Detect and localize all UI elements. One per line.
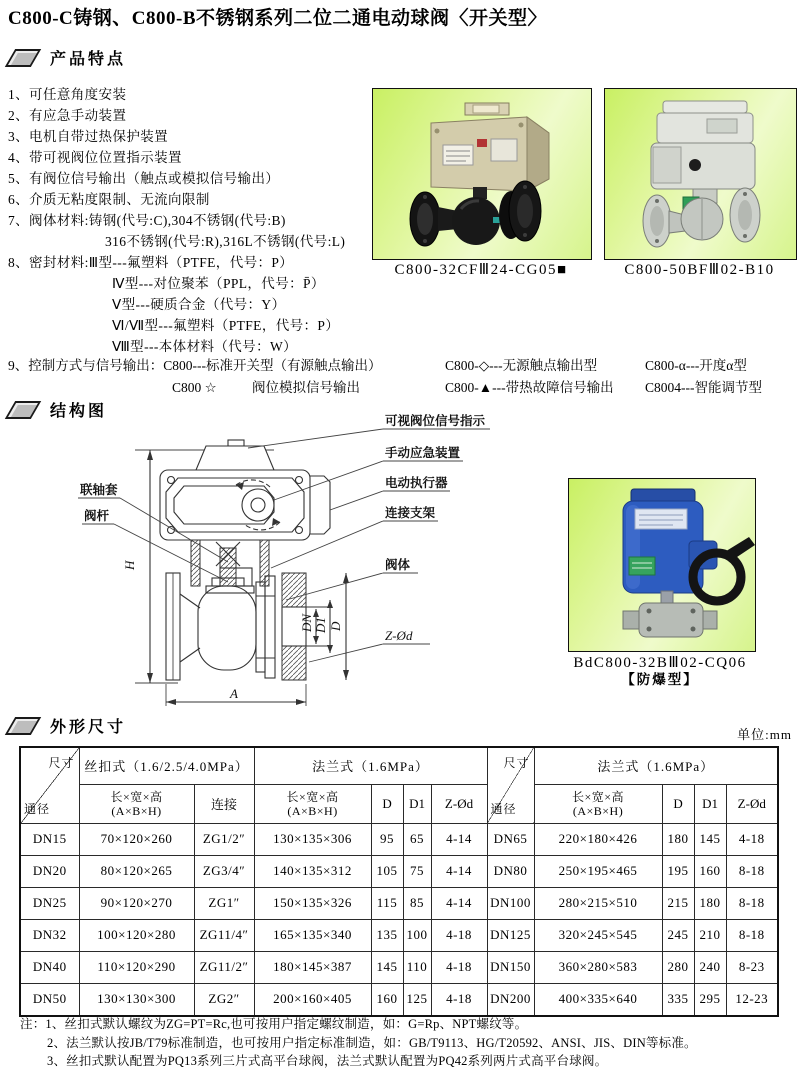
table-cell: 360×280×583 — [534, 951, 662, 983]
dim-a-label: A — [230, 686, 238, 701]
control-modes-line2 — [0, 377, 800, 398]
table-cell: 145 — [371, 951, 403, 983]
table-row — [20, 951, 778, 983]
footnote-line: 3、丝扣式默认配置为PQ13系列三片式高平台球阀，法兰式默认配置为PQ42系列两片式高平台球阀。 — [47, 1054, 608, 1068]
table-cell: ZG2″ — [194, 983, 254, 1016]
table-cell: 165×135×340 — [254, 919, 371, 951]
table-cell: 90×120×270 — [79, 887, 194, 919]
col-header-connect: 连接 — [194, 784, 254, 823]
table-cell: ZG11/2″ — [194, 951, 254, 983]
product-caption: C800-50BFⅢ02-B10 — [624, 262, 775, 278]
table-cell: 100 — [403, 919, 431, 951]
table-cell: 4-18 — [431, 983, 487, 1016]
table-cell: 180×145×387 — [254, 951, 371, 983]
feature-item: 5、有阀位信号输出（触点或模拟信号输出） — [8, 171, 280, 186]
table-cell: 160 — [371, 983, 403, 1016]
table-cell: 320×245×545 — [534, 919, 662, 951]
table-cell: 280 — [662, 951, 694, 983]
threaded-group-header: 丝扣式（1.6/2.5/4.0MPa） — [79, 747, 254, 784]
dn-cell: DN65 — [487, 823, 534, 855]
table-cell: 145 — [694, 823, 726, 855]
table-row — [20, 919, 778, 951]
table-cell: 70×120×260 — [79, 823, 194, 855]
unit-label: 单位:mm — [737, 727, 792, 742]
section-dimensions-title: 外形尺寸 — [50, 719, 127, 736]
callout-position-indicator: 可视阀位信号指示 — [385, 414, 486, 428]
table-cell: 295 — [694, 983, 726, 1016]
corner-header — [487, 747, 534, 823]
feature-item-continued: Ⅳ型---对位聚苯（PPL，代号：P̄） — [112, 276, 325, 291]
dn-cell: DN125 — [487, 919, 534, 951]
table-cell: 8-23 — [726, 951, 778, 983]
dn-cell: DN200 — [487, 983, 534, 1016]
explosion-proof-valve-illustration — [569, 479, 755, 651]
table-cell: 280×215×510 — [534, 887, 662, 919]
table-cell: 75 — [403, 855, 431, 887]
feature-item-continued: Ⅴ型---硬质合金（代号：Y） — [112, 297, 286, 312]
table-cell: 65 — [403, 823, 431, 855]
dimensions-table — [19, 746, 779, 1017]
dn-cell: DN32 — [20, 919, 79, 951]
table-cell: 4-14 — [431, 855, 487, 887]
section-structure-title: 结构图 — [50, 403, 108, 420]
col-header-d: D — [371, 784, 403, 823]
table-cell: 335 — [662, 983, 694, 1016]
table-row — [20, 855, 778, 887]
table-cell: 150×135×326 — [254, 887, 371, 919]
product-photo-cast-steel — [372, 88, 592, 260]
dim-h-label: H — [122, 560, 137, 570]
table-cell: 220×180×426 — [534, 823, 662, 855]
dn-cell: DN100 — [487, 887, 534, 919]
callout-coupling: 联轴套 — [80, 483, 118, 497]
control-modes-line1 — [0, 355, 800, 376]
feature-item: 2、有应急手动装置 — [8, 108, 127, 123]
callout-connecting-bracket: 连接支架 — [385, 506, 436, 520]
footnote-line: 2、法兰默认按JB/T79标准制造，也可按用户指定标准制造，如：GB/T9113、HG/T20592、ANSI、JIS、DIN等标准。 — [47, 1035, 697, 1050]
table-cell: 125 — [403, 983, 431, 1016]
feature-item-continued: 316不锈钢(代号:R),316L不锈钢(代号:L) — [105, 234, 346, 249]
table-cell: 4-14 — [431, 887, 487, 919]
table-cell: 4-18 — [431, 951, 487, 983]
callout-bolt-holes: Z-Ød — [385, 628, 413, 643]
table-cell: 95 — [371, 823, 403, 855]
table-cell: 135 — [371, 919, 403, 951]
callout-electric-actuator: 电动执行器 — [385, 476, 448, 490]
control-mode-analog: 阀位模拟信号输出 — [252, 380, 360, 395]
corner-size-label: 尺寸 — [503, 756, 530, 770]
table-cell: 180 — [694, 887, 726, 919]
corner-bore-label: 通径 — [490, 801, 517, 816]
feature-item-continued: Ⅷ型---本体材料（代号：W） — [112, 339, 298, 354]
dn-cell: DN50 — [20, 983, 79, 1016]
product-type-tag: 【防爆型】 — [621, 672, 699, 687]
table-cell: 100×120×280 — [79, 919, 194, 951]
section-features-title: 产品特点 — [50, 51, 127, 68]
dn-cell: DN40 — [20, 951, 79, 983]
feature-item: 4、带可视阀位位置指示装置 — [8, 150, 182, 165]
control-mode-opening: C800-α---开度α型 — [645, 358, 747, 373]
flanged-group-header: 法兰式（1.6MPa） — [254, 747, 487, 784]
page-title: C800-C铸钢、C800-B不锈钢系列二位二通电动球阀〈开关型〉 — [8, 8, 547, 29]
product-caption: C800-32CFⅢ24-CG05■ — [394, 262, 568, 278]
col-header-d1: D1 — [694, 784, 726, 823]
control-mode-star-code: C800 ☆ — [172, 380, 217, 395]
section-dimensions-header — [10, 714, 126, 737]
table-row — [20, 823, 778, 855]
table-cell: ZG3/4″ — [194, 855, 254, 887]
col-header-lwh: 长×宽×高 (A×B×H) — [534, 784, 662, 823]
table-cell: 245 — [662, 919, 694, 951]
dn-cell: DN150 — [487, 951, 534, 983]
callout-valve-stem: 阀杆 — [84, 509, 110, 523]
feature-item-continued: Ⅵ/Ⅶ型---氟塑料（PTFE，代号：P） — [112, 318, 340, 333]
table-row — [20, 887, 778, 919]
product-caption: BdC800-32BⅢ02-CQ06 — [573, 655, 747, 671]
col-header-d: D — [662, 784, 694, 823]
corner-size-label: 尺寸 — [48, 756, 75, 770]
table-cell: 130×130×300 — [79, 983, 194, 1016]
table-cell: 400×335×640 — [534, 983, 662, 1016]
table-cell: ZG1″ — [194, 887, 254, 919]
feature-item: 7、阀体材料:铸钢(代号:C),304不锈钢(代号:B) — [8, 213, 286, 228]
section-marker-icon — [5, 717, 41, 735]
col-header-zd: Z-Ød — [431, 784, 487, 823]
table-cell: 250×195×465 — [534, 855, 662, 887]
table-cell: 85 — [403, 887, 431, 919]
control-mode-dry-contact: C800-◇---无源触点输出型 — [445, 358, 598, 373]
dim-d-label: D — [328, 621, 343, 631]
table-cell: 8-18 — [726, 919, 778, 951]
col-header-d1: D1 — [403, 784, 431, 823]
control-mode-smart: C8004---智能调节型 — [645, 380, 762, 395]
table-cell: 4-14 — [431, 823, 487, 855]
table-cell: 115 — [371, 887, 403, 919]
table-cell: 4-18 — [726, 823, 778, 855]
callout-manual-override: 手动应急装置 — [385, 446, 461, 460]
table-cell: 140×135×312 — [254, 855, 371, 887]
section-features-header — [10, 46, 126, 69]
product-photo-stainless — [604, 88, 797, 260]
table-cell: 4-18 — [431, 919, 487, 951]
section-marker-icon — [5, 49, 41, 67]
table-cell: 210 — [694, 919, 726, 951]
feature-item: 6、介质无粘度限制、无流向限制 — [8, 192, 210, 207]
callout-valve-body: 阀体 — [385, 558, 411, 572]
table-row — [20, 983, 778, 1016]
table-cell: 110×120×290 — [79, 951, 194, 983]
table-cell: 160 — [694, 855, 726, 887]
product-photo-explosion-proof — [568, 478, 756, 652]
structure-diagram — [78, 410, 553, 712]
features-list — [8, 84, 345, 357]
table-cell: ZG11/4″ — [194, 919, 254, 951]
table-cell: 80×120×265 — [79, 855, 194, 887]
table-cell: 200×160×405 — [254, 983, 371, 1016]
flanged-group-header: 法兰式（1.6MPa） — [534, 747, 778, 784]
dn-cell: DN80 — [487, 855, 534, 887]
feature-item: 1、可任意角度安装 — [8, 87, 127, 102]
table-cell: 215 — [662, 887, 694, 919]
dn-cell: DN20 — [20, 855, 79, 887]
table-cell: 240 — [694, 951, 726, 983]
table-cell: 8-18 — [726, 855, 778, 887]
col-header-lwh: 长×宽×高 (A×B×H) — [79, 784, 194, 823]
col-header-lwh: 长×宽×高 (A×B×H) — [254, 784, 371, 823]
corner-header — [20, 747, 79, 823]
dim-dn-label: DN — [299, 613, 314, 632]
table-cell: 130×135×306 — [254, 823, 371, 855]
feature-item: 3、电机自带过热保护装置 — [8, 129, 169, 144]
control-mode-standard: 9、控制方式与信号输出：C800---标准开关型（有源触点输出） — [8, 358, 382, 373]
section-marker-icon — [5, 401, 41, 419]
dn-cell: DN25 — [20, 887, 79, 919]
feature-item: 8、密封材料:Ⅲ型---氟塑料（PTFE，代号：P） — [8, 255, 294, 270]
cast-steel-valve-illustration — [373, 89, 591, 259]
footnotes — [20, 1015, 798, 1071]
dim-d1-label: D1 — [313, 617, 328, 633]
control-mode-thermal-fault: C800-▲---带热故障信号输出 — [445, 380, 614, 395]
table-cell: ZG1/2″ — [194, 823, 254, 855]
corner-bore-label: 通径 — [24, 801, 51, 816]
table-cell: 12-23 — [726, 983, 778, 1016]
dn-cell: DN15 — [20, 823, 79, 855]
stainless-valve-illustration — [605, 89, 796, 259]
table-cell: 8-18 — [726, 887, 778, 919]
table-cell: 195 — [662, 855, 694, 887]
table-cell: 105 — [371, 855, 403, 887]
table-cell: 110 — [403, 951, 431, 983]
table-cell: 180 — [662, 823, 694, 855]
footnote-line: 注：1、丝扣式默认螺纹为ZG=PT=Rc,也可按用户指定螺纹制造，如：G=Rp、NPT螺纹等。 — [20, 1017, 528, 1031]
col-header-zd: Z-Ød — [726, 784, 778, 823]
